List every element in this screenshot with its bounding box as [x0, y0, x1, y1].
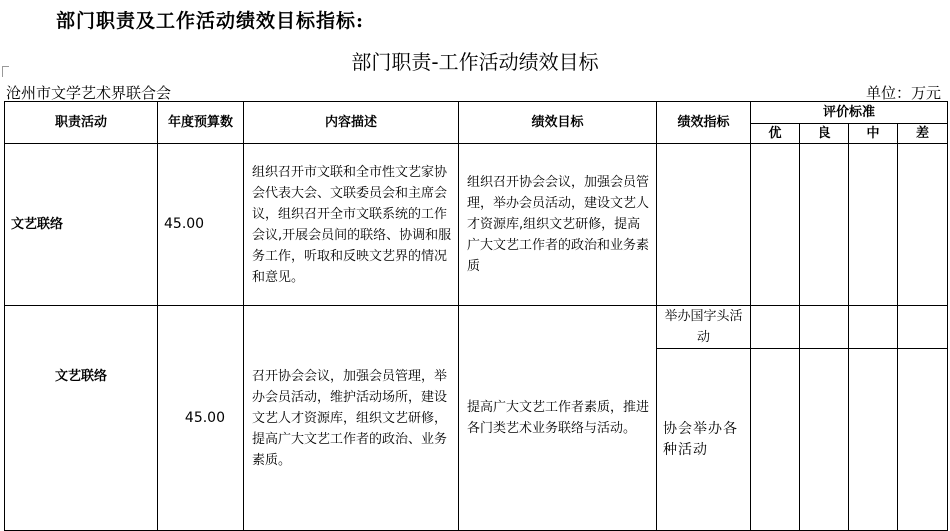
row1-grade-fair	[849, 144, 898, 306]
header-indicator: 绩效指标	[657, 102, 751, 144]
row2a-grade-fair	[849, 306, 898, 349]
table-row	[5, 144, 948, 306]
header-grade-poor: 差	[898, 124, 948, 144]
row2-budget: 45.00	[158, 306, 244, 531]
row2b-grade-fair	[849, 349, 898, 531]
row2a-grade-good	[800, 306, 849, 349]
row2-content: 召开协会会议，加强会员管理，举办会员活动，维护活动场所，建设文艺人才资源库，组织文艺研修，提高广大文艺工作者的政治、业务素质。	[244, 306, 459, 531]
header-grade-excellent: 优	[751, 124, 800, 144]
row2-indicator-1: 举办国字头活动	[657, 306, 751, 349]
row2-duty: 文艺联络	[5, 306, 158, 531]
row1-content: 组织召开市文联和全市性文艺家协会代表大会、文联委员会和主席会议，组织召开全市文联系统的工作会议,开展会员间的联络、协调和服务工作，听取和反映文艺界的情况和意见。	[244, 144, 459, 306]
header-content: 内容描述	[244, 102, 459, 144]
row1-grade-good	[800, 144, 849, 306]
row2b-grade-good	[800, 349, 849, 531]
row2a-grade-excellent	[751, 306, 800, 349]
row2b-grade-excellent	[751, 349, 800, 531]
row2a-grade-poor	[898, 306, 948, 349]
table-row	[5, 306, 948, 349]
header-goal: 绩效目标	[459, 102, 657, 144]
header-criteria: 评价标准	[751, 102, 948, 124]
header-grade-fair: 中	[849, 124, 898, 144]
row1-indicator	[657, 144, 751, 306]
performance-table	[4, 101, 948, 531]
row1-grade-poor	[898, 144, 948, 306]
header-duty: 职责活动	[5, 102, 158, 144]
row1-grade-excellent	[751, 144, 800, 306]
row2b-grade-poor	[898, 349, 948, 531]
row1-duty: 文艺联络	[5, 144, 158, 306]
header-grade-good: 良	[800, 124, 849, 144]
unit-label: 单位：万元	[865, 84, 941, 102]
row1-goal: 组织召开协会会议，加强会员管理，举办会员活动，建设文艺人才资源库,组织文艺研修，提高广大文艺工作者的政治和业务素质	[459, 144, 657, 306]
header-budget: 年度预算数	[158, 102, 244, 144]
section-heading: 部门职责及工作活动绩效目标指标:	[56, 10, 365, 32]
table-title: 部门职责-工作活动绩效目标	[351, 50, 599, 74]
row2-goal: 提高广大文艺工作者素质，推进各门类艺术业务联络与活动。	[459, 306, 657, 531]
organization-name: 沧州市文学艺术界联合会	[6, 84, 172, 102]
row2-indicator-2: 协会举办各种活动	[657, 349, 751, 531]
row1-budget: 45.00	[158, 144, 244, 306]
